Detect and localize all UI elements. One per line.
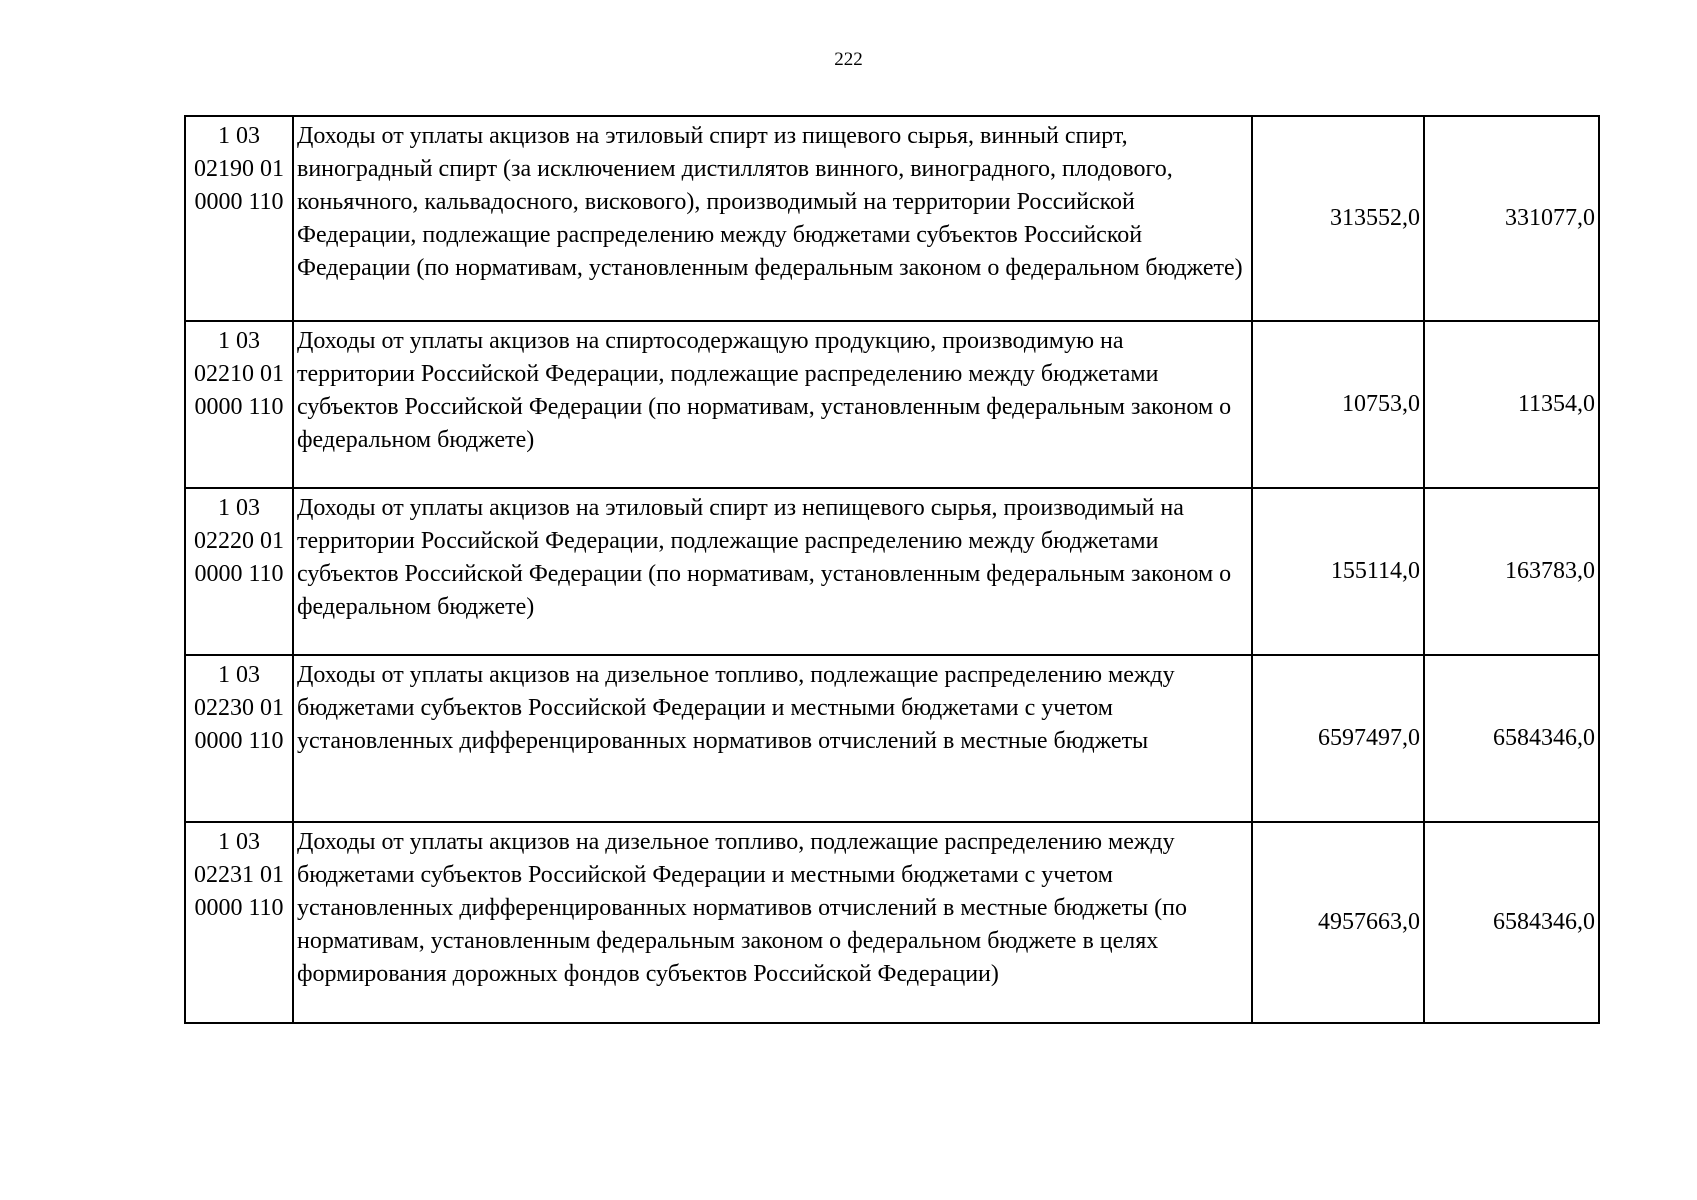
amount-year-2: 11354,0	[1424, 321, 1599, 488]
table-row	[185, 116, 1599, 321]
revenue-description: Доходы от уплаты акцизов на дизельное топливо, подлежащие распределению между бюджетами субъектов Российской Федерации и местными бюджетами с учетом установленных дифференцированных нормативов отчислений в местные бюджеты	[293, 655, 1252, 822]
budget-code-line: 0000 110	[194, 189, 284, 215]
budget-code-line: 1 03	[218, 829, 260, 855]
budget-code-line: 1 03	[218, 495, 260, 521]
budget-code-cell	[185, 822, 293, 1023]
budget-code-line: 0000 110	[194, 895, 284, 921]
budget-code-cell	[185, 116, 293, 321]
amount-year-1: 10753,0	[1252, 321, 1424, 488]
amount-year-1: 6597497,0	[1252, 655, 1424, 822]
revenue-description: Доходы от уплаты акцизов на дизельное топливо, подлежащие распределению между бюджетами субъектов Российской Федерации и местными бюджетами с учетом установленных дифференцированных нормативов отчислений в местные бюджеты (по нормативам, установленным федеральным законом о федеральном бюджете в целях формирования дорожных фондов субъектов Российской Федерации)	[293, 822, 1252, 1023]
budget-code-line: 02190 01	[194, 156, 284, 182]
amount-year-1: 313552,0	[1252, 116, 1424, 321]
amount-year-2: 6584346,0	[1424, 655, 1599, 822]
budget-code-line: 1 03	[218, 123, 260, 149]
revenue-description: Доходы от уплаты акцизов на этиловый спирт из пищевого сырья, винный спирт, виноградный спирт (за исключением дистиллятов винного, виноградного, плодового, коньячного, кальвадосного, вискового), производимый на территории Российской Федерации, подлежащие распределению между бюджетами субъектов Российской Федерации (по нормативам, установленным федеральным законом о федеральном бюджете)	[293, 116, 1252, 321]
amount-year-2: 331077,0	[1424, 116, 1599, 321]
budget-code-line: 02230 01	[194, 695, 284, 721]
page-number: 222	[834, 49, 863, 70]
budget-code-line: 1 03	[218, 328, 260, 354]
budget-code-line: 0000 110	[194, 394, 284, 420]
table-row	[185, 655, 1599, 822]
amount-year-2: 6584346,0	[1424, 822, 1599, 1023]
budget-code-line: 1 03	[218, 662, 260, 688]
amount-year-1: 155114,0	[1252, 488, 1424, 655]
revenue-table	[184, 115, 1600, 1024]
budget-code-line: 02231 01	[194, 862, 284, 888]
revenue-description: Доходы от уплаты акцизов на спиртосодержащую продукцию, производимую на территории Российской Федерации, подлежащие распределению между бюджетами субъектов Российской Федерации (по нормативам, установленным федеральным законом о федеральном бюджете)	[293, 321, 1252, 488]
table-row	[185, 488, 1599, 655]
amount-year-2: 163783,0	[1424, 488, 1599, 655]
budget-code-line: 02210 01	[194, 361, 284, 387]
budget-code-line: 0000 110	[194, 561, 284, 587]
budget-code-line: 02220 01	[194, 528, 284, 554]
budget-code-line: 0000 110	[194, 728, 284, 754]
amount-year-1: 4957663,0	[1252, 822, 1424, 1023]
budget-code-cell	[185, 488, 293, 655]
revenue-description: Доходы от уплаты акцизов на этиловый спирт из непищевого сырья, производимый на территории Российской Федерации, подлежащие распределению между бюджетами субъектов Российской Федерации (по нормативам, установленным федеральным законом о федеральном бюджете)	[293, 488, 1252, 655]
budget-code-cell	[185, 321, 293, 488]
budget-code-cell	[185, 655, 293, 822]
table-row	[185, 822, 1599, 1023]
table-row	[185, 321, 1599, 488]
